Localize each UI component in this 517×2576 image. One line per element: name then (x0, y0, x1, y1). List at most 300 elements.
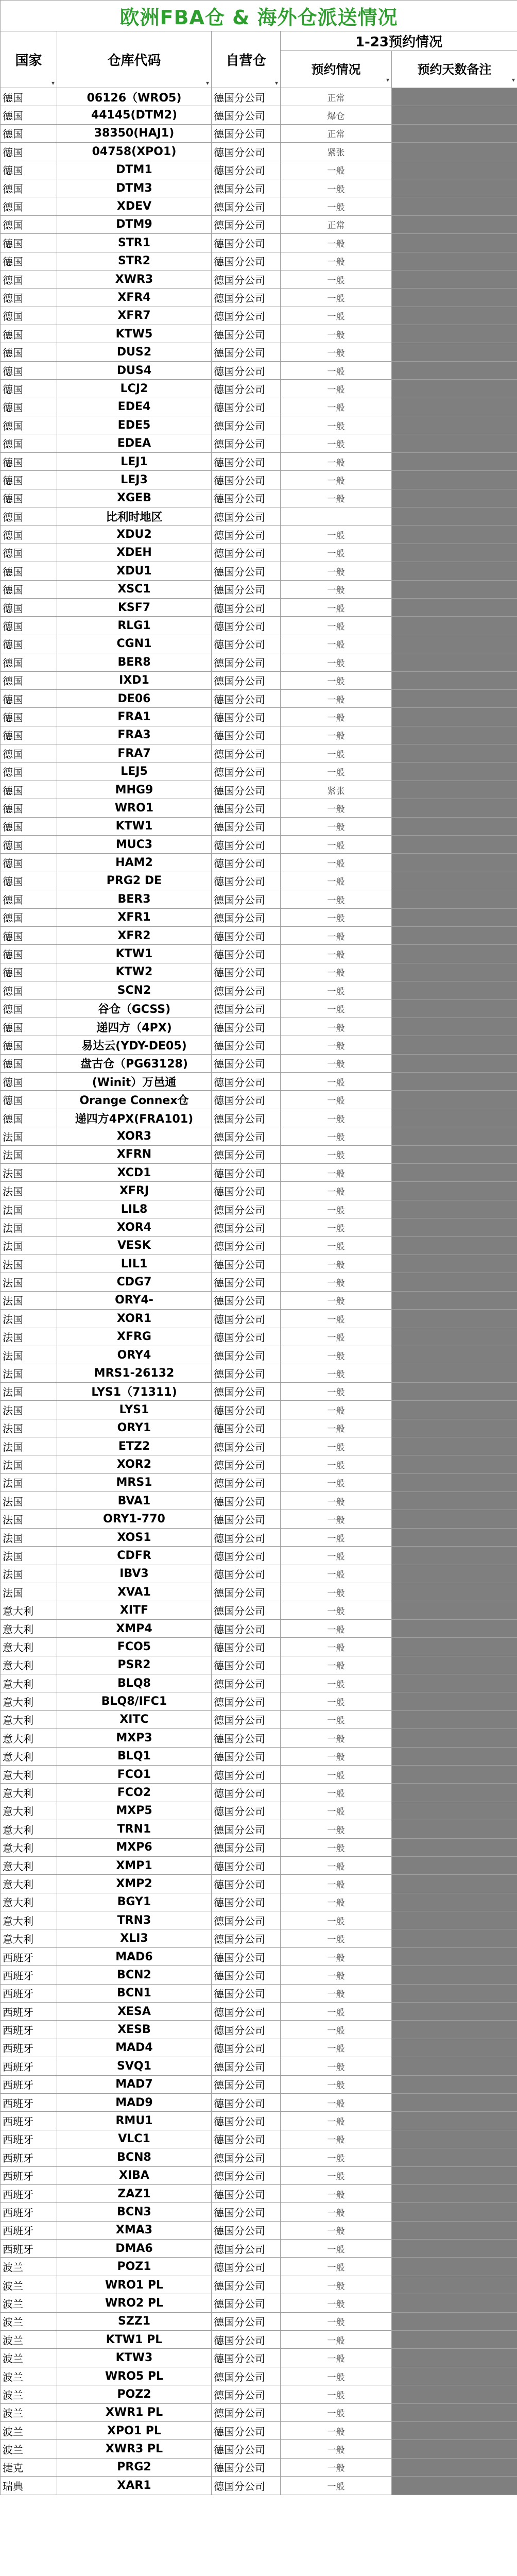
status-cell[interactable]: 一般 (281, 1565, 392, 1583)
self-cell[interactable]: 德国分公司 (212, 2477, 281, 2495)
code-cell[interactable]: BLQ1 (57, 1747, 212, 1765)
days-cell[interactable] (392, 890, 517, 908)
code-cell[interactable]: XFRN (57, 1145, 212, 1163)
days-cell[interactable] (392, 161, 517, 179)
days-cell[interactable] (392, 1692, 517, 1710)
code-cell[interactable]: BLQ8 (57, 1674, 212, 1692)
days-cell[interactable] (392, 1255, 517, 1273)
status-cell[interactable]: 一般 (281, 380, 392, 398)
country-cell[interactable]: 德国 (1, 926, 57, 944)
status-cell[interactable]: 一般 (281, 2440, 392, 2458)
days-cell[interactable] (392, 744, 517, 762)
days-cell[interactable] (392, 361, 517, 379)
status-cell[interactable]: 一般 (281, 617, 392, 635)
days-cell[interactable] (392, 1674, 517, 1692)
self-cell[interactable]: 德国分公司 (212, 361, 281, 379)
self-cell[interactable]: 德国分公司 (212, 689, 281, 707)
days-cell[interactable] (392, 2039, 517, 2057)
code-cell[interactable]: MXP6 (57, 1838, 212, 1856)
status-cell[interactable]: 一般 (281, 1455, 392, 1473)
days-cell[interactable] (392, 2367, 517, 2385)
self-cell[interactable]: 德国分公司 (212, 2331, 281, 2349)
country-cell[interactable]: 法国 (1, 1547, 57, 1565)
days-cell[interactable] (392, 2203, 517, 2221)
country-cell[interactable]: 德国 (1, 361, 57, 379)
status-cell[interactable]: 一般 (281, 398, 392, 416)
days-cell[interactable] (392, 325, 517, 343)
country-cell[interactable]: 西班牙 (1, 2166, 57, 2184)
country-cell[interactable]: 意大利 (1, 1692, 57, 1710)
self-cell[interactable]: 德国分公司 (212, 1984, 281, 2002)
status-cell[interactable]: 一般 (281, 726, 392, 744)
status-cell[interactable]: 一般 (281, 1346, 392, 1364)
country-cell[interactable]: 意大利 (1, 1747, 57, 1765)
country-cell[interactable]: 西班牙 (1, 2112, 57, 2130)
self-cell[interactable]: 德国分公司 (212, 1091, 281, 1109)
code-cell[interactable]: TRN3 (57, 1911, 212, 1929)
country-cell[interactable]: 西班牙 (1, 2148, 57, 2166)
status-cell[interactable]: 一般 (281, 1127, 392, 1145)
code-cell[interactable]: XFR2 (57, 926, 212, 944)
self-cell[interactable]: 德国分公司 (212, 179, 281, 197)
days-cell[interactable] (392, 1911, 517, 1929)
self-cell[interactable]: 德国分公司 (212, 2221, 281, 2239)
status-cell[interactable]: 一般 (281, 945, 392, 963)
self-cell[interactable]: 德国分公司 (212, 380, 281, 398)
days-cell[interactable] (392, 1528, 517, 1546)
country-cell[interactable]: 法国 (1, 1218, 57, 1236)
self-cell[interactable]: 德国分公司 (212, 2422, 281, 2440)
code-cell[interactable]: LYS1（71311) (57, 1382, 212, 1400)
status-cell[interactable]: 一般 (281, 2221, 392, 2239)
country-cell[interactable]: 西班牙 (1, 2184, 57, 2202)
self-cell[interactable]: 德国分公司 (212, 653, 281, 671)
status-cell[interactable]: 一般 (281, 1929, 392, 1947)
days-cell[interactable] (392, 872, 517, 890)
status-cell[interactable]: 一般 (281, 1856, 392, 1874)
code-cell[interactable]: CGN1 (57, 635, 212, 653)
status-cell[interactable]: 一般 (281, 1364, 392, 1382)
code-cell[interactable]: XITF (57, 1601, 212, 1619)
status-cell[interactable]: 一般 (281, 2240, 392, 2258)
country-cell[interactable]: 德国 (1, 270, 57, 288)
code-cell[interactable]: STR1 (57, 234, 212, 252)
status-cell[interactable]: 一般 (281, 2385, 392, 2403)
country-cell[interactable]: 德国 (1, 1054, 57, 1072)
country-cell[interactable]: 波兰 (1, 2258, 57, 2276)
self-cell[interactable]: 德国分公司 (212, 270, 281, 288)
self-cell[interactable]: 德国分公司 (212, 1856, 281, 1874)
days-cell[interactable] (392, 1218, 517, 1236)
country-cell[interactable]: 德国 (1, 1109, 57, 1127)
country-cell[interactable]: 法国 (1, 1255, 57, 1273)
code-cell[interactable]: ZAZ1 (57, 2184, 212, 2202)
self-cell[interactable]: 德国分公司 (212, 817, 281, 835)
code-cell[interactable]: DMA6 (57, 2240, 212, 2258)
status-cell[interactable]: 一般 (281, 1875, 392, 1893)
status-cell[interactable]: 一般 (281, 1784, 392, 1802)
days-cell[interactable] (392, 252, 517, 270)
code-cell[interactable]: XSC1 (57, 580, 212, 598)
self-cell[interactable]: 德国分公司 (212, 416, 281, 434)
code-cell[interactable]: WRO1 PL (57, 2276, 212, 2294)
days-cell[interactable] (392, 380, 517, 398)
days-cell[interactable] (392, 1510, 517, 1528)
days-cell[interactable] (392, 1765, 517, 1783)
self-cell[interactable]: 德国分公司 (212, 999, 281, 1018)
days-cell[interactable] (392, 471, 517, 489)
country-cell[interactable]: 西班牙 (1, 2130, 57, 2148)
days-cell[interactable] (392, 289, 517, 307)
country-cell[interactable]: 德国 (1, 854, 57, 872)
self-cell[interactable]: 德国分公司 (212, 854, 281, 872)
status-cell[interactable]: 一般 (281, 580, 392, 598)
country-cell[interactable]: 波兰 (1, 2367, 57, 2385)
status-cell[interactable]: 一般 (281, 872, 392, 890)
days-cell[interactable] (392, 1182, 517, 1200)
country-cell[interactable]: 法国 (1, 1473, 57, 1492)
code-cell[interactable]: XIBA (57, 2166, 212, 2184)
self-cell[interactable]: 德国分公司 (212, 2112, 281, 2130)
status-cell[interactable]: 一般 (281, 2422, 392, 2440)
status-cell[interactable]: 一般 (281, 416, 392, 434)
code-cell[interactable]: XESB (57, 2021, 212, 2039)
status-cell[interactable]: 一般 (281, 1164, 392, 1182)
code-cell[interactable]: RMU1 (57, 2112, 212, 2130)
code-cell[interactable]: SCN2 (57, 981, 212, 999)
code-cell[interactable]: CDG7 (57, 1273, 212, 1291)
status-cell[interactable]: 一般 (281, 1310, 392, 1328)
status-cell[interactable]: 一般 (281, 307, 392, 325)
code-cell[interactable]: XLI3 (57, 1929, 212, 1947)
self-cell[interactable]: 德国分公司 (212, 2057, 281, 2075)
status-cell[interactable]: 一般 (281, 2477, 392, 2495)
code-cell[interactable]: LIL1 (57, 1255, 212, 1273)
self-cell[interactable]: 德国分公司 (212, 1164, 281, 1182)
days-cell[interactable] (392, 1273, 517, 1291)
self-cell[interactable]: 德国分公司 (212, 1018, 281, 1036)
code-cell[interactable]: 04758(XPO1) (57, 143, 212, 161)
days-cell[interactable] (392, 1127, 517, 1145)
code-cell[interactable]: DUS2 (57, 343, 212, 361)
self-cell[interactable]: 德国分公司 (212, 926, 281, 944)
days-cell[interactable] (392, 143, 517, 161)
self-cell[interactable]: 德国分公司 (212, 2403, 281, 2421)
status-cell[interactable]: 一般 (281, 2403, 392, 2421)
code-cell[interactable]: FRA7 (57, 744, 212, 762)
status-cell[interactable]: 一般 (281, 544, 392, 562)
days-cell[interactable] (392, 1784, 517, 1802)
country-cell[interactable]: 波兰 (1, 2349, 57, 2367)
days-cell[interactable] (392, 270, 517, 288)
days-cell[interactable] (392, 1638, 517, 1656)
filter-dropdown-icon[interactable]: ▾ (511, 76, 515, 83)
self-cell[interactable]: 德国分公司 (212, 1947, 281, 1965)
status-cell[interactable]: 一般 (281, 1291, 392, 1309)
code-cell[interactable]: LYS1 (57, 1401, 212, 1419)
days-cell[interactable] (392, 2093, 517, 2111)
status-cell[interactable]: 一般 (281, 2331, 392, 2349)
days-cell[interactable] (392, 799, 517, 817)
status-cell[interactable]: 一般 (281, 1893, 392, 1911)
country-cell[interactable]: 德国 (1, 197, 57, 215)
code-cell[interactable]: CDFR (57, 1547, 212, 1565)
code-cell[interactable]: EDE5 (57, 416, 212, 434)
days-cell[interactable] (392, 2021, 517, 2039)
country-cell[interactable]: 西班牙 (1, 1966, 57, 1984)
days-cell[interactable] (392, 598, 517, 616)
self-cell[interactable]: 德国分公司 (212, 1893, 281, 1911)
country-cell[interactable]: 西班牙 (1, 2221, 57, 2239)
days-cell[interactable] (392, 689, 517, 707)
self-cell[interactable]: 德国分公司 (212, 908, 281, 926)
country-cell[interactable]: 德国 (1, 890, 57, 908)
country-cell[interactable]: 西班牙 (1, 2093, 57, 2111)
status-cell[interactable]: 紧张 (281, 781, 392, 799)
self-cell[interactable]: 德国分公司 (212, 1838, 281, 1856)
country-cell[interactable]: 波兰 (1, 2403, 57, 2421)
code-cell[interactable]: DE06 (57, 689, 212, 707)
status-cell[interactable]: 一般 (281, 2294, 392, 2312)
country-cell[interactable]: 意大利 (1, 1674, 57, 1692)
self-cell[interactable]: 德国分公司 (212, 708, 281, 726)
status-cell[interactable]: 一般 (281, 2093, 392, 2111)
self-cell[interactable]: 德国分公司 (212, 2385, 281, 2403)
status-cell[interactable]: 一般 (281, 926, 392, 944)
status-cell[interactable]: 一般 (281, 325, 392, 343)
days-cell[interactable] (392, 2440, 517, 2458)
country-cell[interactable]: 法国 (1, 1200, 57, 1218)
status-cell[interactable]: 一般 (281, 981, 392, 999)
country-cell[interactable]: 意大利 (1, 1619, 57, 1637)
country-cell[interactable]: 波兰 (1, 2440, 57, 2458)
self-cell[interactable]: 德国分公司 (212, 726, 281, 744)
status-cell[interactable]: 一般 (281, 1382, 392, 1400)
code-cell[interactable]: XFRJ (57, 1182, 212, 1200)
code-cell[interactable]: FRA1 (57, 708, 212, 726)
self-cell[interactable]: 德国分公司 (212, 1273, 281, 1291)
status-cell[interactable]: 一般 (281, 434, 392, 452)
status-cell[interactable]: 一般 (281, 1656, 392, 1674)
status-cell[interactable]: 一般 (281, 908, 392, 926)
country-cell[interactable]: 德国 (1, 471, 57, 489)
country-cell[interactable]: 意大利 (1, 1911, 57, 1929)
code-cell[interactable]: ORY4- (57, 1291, 212, 1309)
country-cell[interactable]: 西班牙 (1, 2240, 57, 2258)
days-cell[interactable] (392, 1729, 517, 1747)
country-cell[interactable]: 德国 (1, 507, 57, 525)
days-cell[interactable] (392, 1054, 517, 1072)
self-cell[interactable]: 德国分公司 (212, 1656, 281, 1674)
status-cell[interactable]: 一般 (281, 1947, 392, 1965)
self-cell[interactable]: 德国分公司 (212, 598, 281, 616)
days-cell[interactable] (392, 671, 517, 689)
code-cell[interactable]: MXP3 (57, 1729, 212, 1747)
days-cell[interactable] (392, 307, 517, 325)
self-cell[interactable]: 德国分公司 (212, 343, 281, 361)
self-cell[interactable]: 德国分公司 (212, 1929, 281, 1947)
status-cell[interactable]: 一般 (281, 289, 392, 307)
status-cell[interactable] (281, 507, 392, 525)
code-cell[interactable]: XGEB (57, 489, 212, 507)
self-cell[interactable]: 德国分公司 (212, 1966, 281, 1984)
self-cell[interactable]: 德国分公司 (212, 1473, 281, 1492)
days-cell[interactable] (392, 1547, 517, 1565)
status-cell[interactable]: 一般 (281, 671, 392, 689)
days-cell[interactable] (392, 526, 517, 544)
status-cell[interactable]: 一般 (281, 2349, 392, 2367)
code-cell[interactable]: MRS1 (57, 1473, 212, 1492)
country-cell[interactable]: 意大利 (1, 1638, 57, 1656)
self-cell[interactable]: 德国分公司 (212, 544, 281, 562)
code-cell[interactable]: 递四方（4PX) (57, 1018, 212, 1036)
self-cell[interactable]: 德国分公司 (212, 2458, 281, 2476)
country-cell[interactable]: 法国 (1, 1528, 57, 1546)
self-cell[interactable]: 德国分公司 (212, 1145, 281, 1163)
days-cell[interactable] (392, 1310, 517, 1328)
status-cell[interactable]: 一般 (281, 689, 392, 707)
days-cell[interactable] (392, 197, 517, 215)
days-cell[interactable] (392, 2349, 517, 2367)
days-cell[interactable] (392, 2294, 517, 2312)
status-cell[interactable]: 一般 (281, 1984, 392, 2002)
code-cell[interactable]: XWR3 (57, 270, 212, 288)
days-cell[interactable] (392, 1437, 517, 1455)
code-cell[interactable]: LEJ5 (57, 762, 212, 781)
code-cell[interactable]: LIL8 (57, 1200, 212, 1218)
code-cell[interactable]: BER3 (57, 890, 212, 908)
country-cell[interactable]: 德国 (1, 598, 57, 616)
code-cell[interactable]: 递四方4PX(FRA101) (57, 1109, 212, 1127)
country-cell[interactable]: 德国 (1, 106, 57, 124)
country-cell[interactable]: 德国 (1, 526, 57, 544)
country-cell[interactable]: 西班牙 (1, 2203, 57, 2221)
country-cell[interactable]: 德国 (1, 908, 57, 926)
days-cell[interactable] (392, 1091, 517, 1109)
days-cell[interactable] (392, 1710, 517, 1728)
status-cell[interactable]: 正常 (281, 88, 392, 106)
days-cell[interactable] (392, 452, 517, 470)
country-cell[interactable]: 法国 (1, 1565, 57, 1583)
status-cell[interactable]: 一般 (281, 1437, 392, 1455)
self-cell[interactable]: 德国分公司 (212, 1437, 281, 1455)
code-cell[interactable]: 比利时地区 (57, 507, 212, 525)
self-cell[interactable]: 德国分公司 (212, 981, 281, 999)
country-cell[interactable]: 德国 (1, 562, 57, 580)
self-cell[interactable]: 德国分公司 (212, 890, 281, 908)
code-cell[interactable]: XOS1 (57, 1528, 212, 1546)
self-cell[interactable]: 德国分公司 (212, 526, 281, 544)
code-cell[interactable]: FRA3 (57, 726, 212, 744)
self-cell[interactable]: 德国分公司 (212, 580, 281, 598)
days-cell[interactable] (392, 343, 517, 361)
status-cell[interactable]: 一般 (281, 762, 392, 781)
status-cell[interactable]: 一般 (281, 252, 392, 270)
country-cell[interactable]: 德国 (1, 762, 57, 781)
country-cell[interactable]: 法国 (1, 1437, 57, 1455)
country-cell[interactable]: 意大利 (1, 1856, 57, 1874)
days-cell[interactable] (392, 1984, 517, 2002)
code-cell[interactable]: FCO1 (57, 1765, 212, 1783)
status-cell[interactable]: 一般 (281, 1528, 392, 1546)
days-cell[interactable] (392, 2221, 517, 2239)
days-cell[interactable] (392, 2331, 517, 2349)
self-cell[interactable]: 德国分公司 (212, 2440, 281, 2458)
code-cell[interactable]: IXD1 (57, 671, 212, 689)
country-cell[interactable]: 德国 (1, 817, 57, 835)
country-cell[interactable]: 法国 (1, 1455, 57, 1473)
status-cell[interactable]: 一般 (281, 653, 392, 671)
country-cell[interactable]: 德国 (1, 963, 57, 981)
code-cell[interactable]: XOR4 (57, 1218, 212, 1236)
code-cell[interactable]: ORY1-770 (57, 1510, 212, 1528)
country-cell[interactable]: 意大利 (1, 1838, 57, 1856)
code-cell[interactable]: (Winit）万邑通 (57, 1073, 212, 1091)
status-cell[interactable]: 一般 (281, 744, 392, 762)
days-cell[interactable] (392, 1492, 517, 1510)
self-cell[interactable]: 德国分公司 (212, 2312, 281, 2330)
country-cell[interactable]: 德国 (1, 1073, 57, 1091)
code-cell[interactable]: RLG1 (57, 617, 212, 635)
status-cell[interactable]: 一般 (281, 2148, 392, 2166)
country-cell[interactable]: 德国 (1, 307, 57, 325)
country-cell[interactable]: 西班牙 (1, 1984, 57, 2002)
country-cell[interactable]: 法国 (1, 1145, 57, 1163)
code-cell[interactable]: BCN8 (57, 2148, 212, 2166)
status-cell[interactable]: 一般 (281, 2203, 392, 2221)
code-cell[interactable]: WRO5 PL (57, 2367, 212, 2385)
days-cell[interactable] (392, 106, 517, 124)
status-cell[interactable]: 紧张 (281, 143, 392, 161)
country-cell[interactable]: 德国 (1, 289, 57, 307)
self-cell[interactable]: 德国分公司 (212, 2093, 281, 2111)
days-cell[interactable] (392, 635, 517, 653)
days-cell[interactable] (392, 2112, 517, 2130)
status-cell[interactable]: 一般 (281, 1601, 392, 1619)
country-cell[interactable]: 德国 (1, 416, 57, 434)
country-cell[interactable]: 意大利 (1, 1601, 57, 1619)
status-cell[interactable]: 一般 (281, 343, 392, 361)
days-cell[interactable] (392, 434, 517, 452)
code-cell[interactable]: LEJ1 (57, 452, 212, 470)
country-cell[interactable]: 德国 (1, 161, 57, 179)
code-cell[interactable]: XWR1 PL (57, 2403, 212, 2421)
status-cell[interactable]: 一般 (281, 1820, 392, 1838)
code-cell[interactable]: ORY4 (57, 1346, 212, 1364)
status-cell[interactable]: 一般 (281, 708, 392, 726)
self-cell[interactable]: 德国分公司 (212, 434, 281, 452)
status-cell[interactable]: 一般 (281, 1255, 392, 1273)
self-cell[interactable]: 德国分公司 (212, 1601, 281, 1619)
code-cell[interactable]: WRO1 (57, 799, 212, 817)
country-cell[interactable]: 西班牙 (1, 2057, 57, 2075)
country-cell[interactable]: 德国 (1, 1018, 57, 1036)
code-cell[interactable]: BCN3 (57, 2203, 212, 2221)
self-cell[interactable]: 德国分公司 (212, 289, 281, 307)
country-cell[interactable]: 意大利 (1, 1710, 57, 1728)
filter-dropdown-icon[interactable]: ▾ (205, 79, 209, 87)
country-cell[interactable]: 波兰 (1, 2294, 57, 2312)
self-cell[interactable]: 德国分公司 (212, 1310, 281, 1328)
days-cell[interactable] (392, 708, 517, 726)
country-cell[interactable]: 意大利 (1, 1875, 57, 1893)
status-cell[interactable]: 一般 (281, 2112, 392, 2130)
status-cell[interactable]: 一般 (281, 598, 392, 616)
self-cell[interactable]: 德国分公司 (212, 1510, 281, 1528)
self-cell[interactable]: 德国分公司 (212, 1419, 281, 1437)
code-cell[interactable]: XDU2 (57, 526, 212, 544)
days-cell[interactable] (392, 88, 517, 106)
